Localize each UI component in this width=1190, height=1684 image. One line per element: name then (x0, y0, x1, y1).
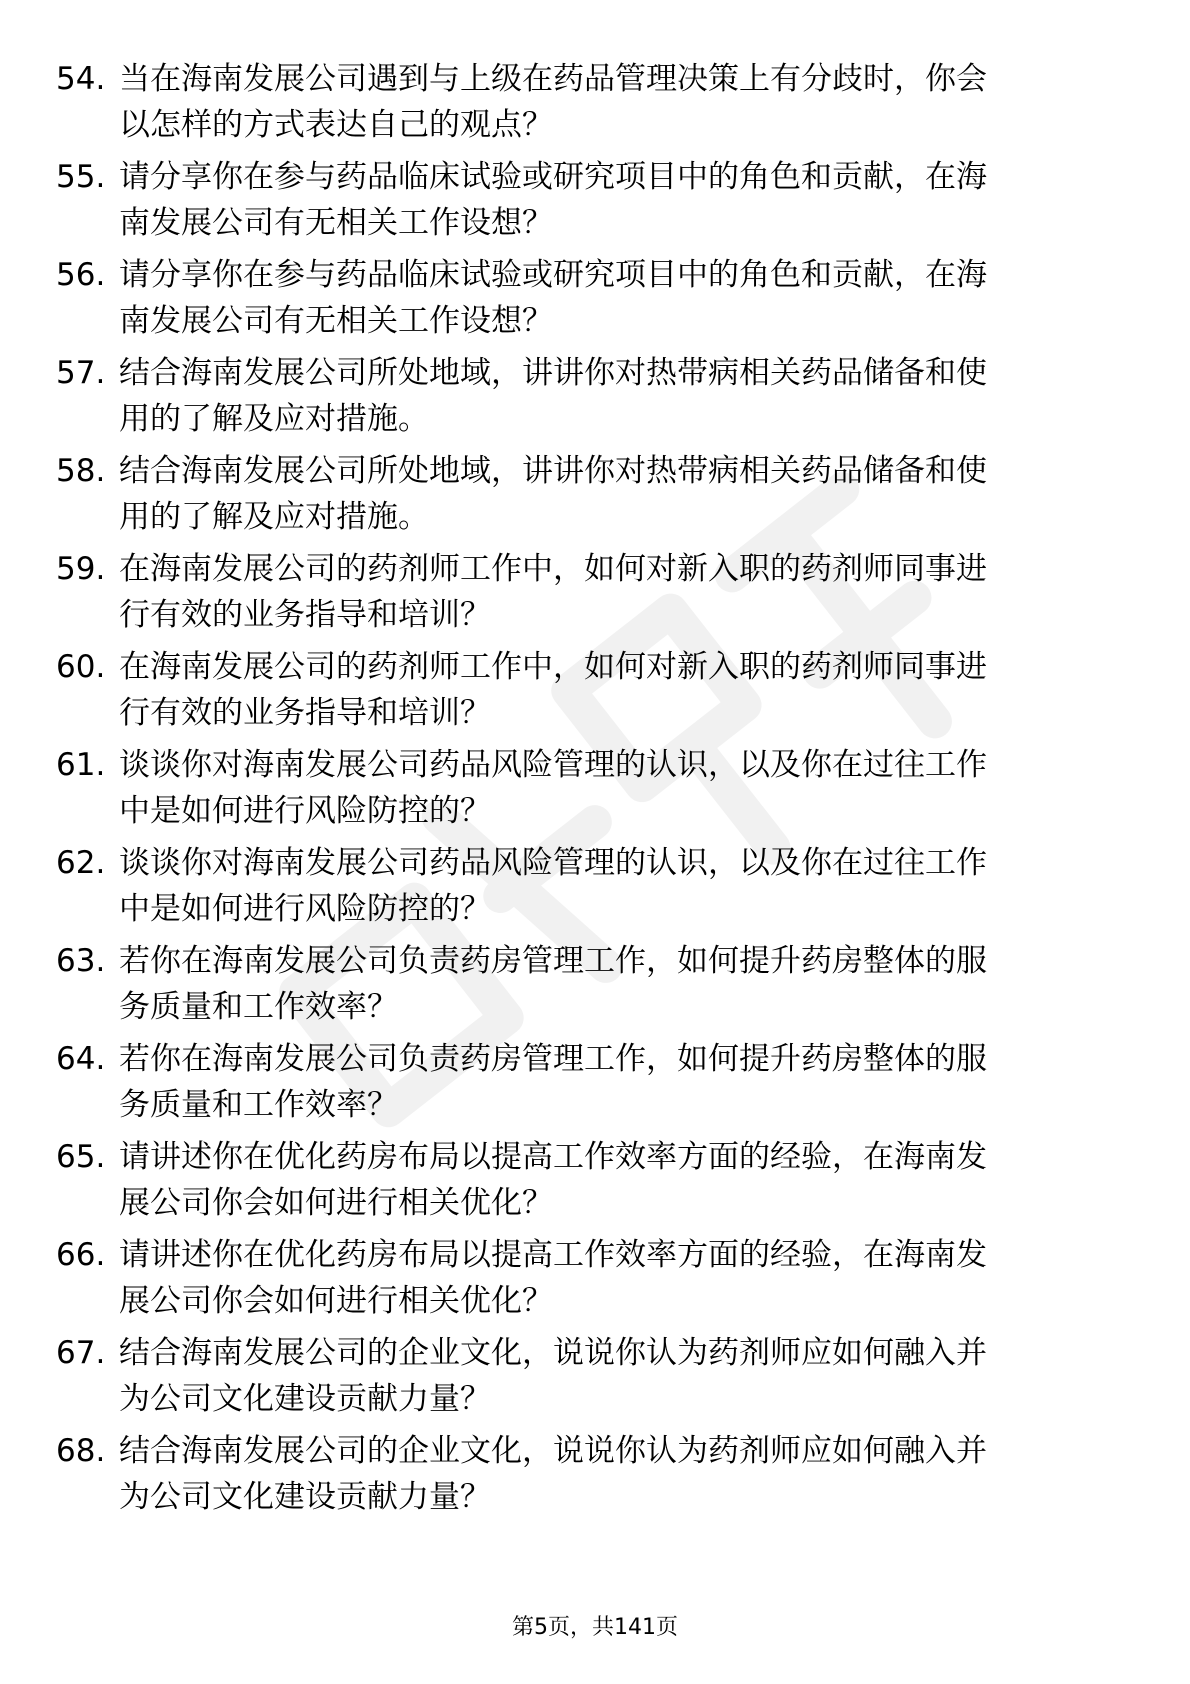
question-line: 在海南发展公司的药剂师工作中，如何对新入职的药剂师同事进 (119, 551, 987, 587)
question-item (0, 146, 1190, 244)
question-line: 请分享你在参与药品临床试验或研究项目中的角色和贡献，在海 (119, 257, 987, 293)
question-text (119, 1428, 1049, 1520)
question-line: 谈谈你对海南发展公司药品风险管理的认识，以及你在过往工作 (119, 747, 987, 783)
question-number: 58. (56, 453, 106, 489)
question-text (119, 350, 1049, 442)
question-number: 62. (56, 845, 106, 881)
question-line: 以怎样的方式表达自己的观点？ (119, 107, 553, 143)
question-item (0, 244, 1190, 342)
question-item (0, 832, 1190, 930)
question-line: 中是如何进行风险防控的？ (119, 891, 491, 927)
question-line: 结合海南发展公司所处地域，讲讲你对热带病相关药品储备和使 (119, 453, 987, 489)
question-line: 当在海南发展公司遇到与上级在药品管理决策上有分歧时，你会 (119, 61, 987, 97)
question-item (0, 1028, 1190, 1126)
question-line: 在海南发展公司的药剂师工作中，如何对新入职的药剂师同事进 (119, 649, 987, 685)
question-number: 56. (56, 257, 106, 293)
question-line: 为公司文化建设贡献力量？ (119, 1381, 491, 1417)
question-line: 结合海南发展公司的企业文化，说说你认为药剂师应如何融入并 (119, 1335, 987, 1371)
question-text (119, 546, 1049, 638)
question-number: 66. (56, 1237, 106, 1273)
question-number: 65. (56, 1139, 106, 1175)
question-number: 61. (56, 747, 106, 783)
question-item (0, 342, 1190, 440)
question-text (119, 1232, 1049, 1324)
question-line: 展公司你会如何进行相关优化？ (119, 1283, 553, 1319)
question-number: 67. (56, 1335, 106, 1371)
question-line: 务质量和工作效率？ (119, 989, 398, 1025)
question-text (119, 1330, 1049, 1422)
question-item (0, 734, 1190, 832)
question-line: 请分享你在参与药品临床试验或研究项目中的角色和贡献，在海 (119, 159, 987, 195)
question-number: 57. (56, 355, 106, 391)
question-line: 结合海南发展公司所处地域，讲讲你对热带病相关药品储备和使 (119, 355, 987, 391)
question-line: 为公司文化建设贡献力量？ (119, 1479, 491, 1515)
question-item (0, 930, 1190, 1028)
question-line: 务质量和工作效率？ (119, 1087, 398, 1123)
question-text (119, 154, 1049, 246)
question-number: 63. (56, 943, 106, 979)
question-item (0, 538, 1190, 636)
question-list (0, 48, 1190, 1518)
question-text (119, 938, 1049, 1030)
question-text (119, 1134, 1049, 1226)
question-line: 中是如何进行风险防控的？ (119, 793, 491, 829)
question-item (0, 440, 1190, 538)
question-item (0, 1420, 1190, 1518)
question-text (119, 1036, 1049, 1128)
page-footer: 第5页，共141页 (512, 1615, 678, 1640)
question-line: 南发展公司有无相关工作设想？ (119, 205, 553, 241)
question-line: 行有效的业务指导和培训？ (119, 597, 491, 633)
question-line: 行有效的业务指导和培训？ (119, 695, 491, 731)
question-item (0, 1322, 1190, 1420)
question-line: 南发展公司有无相关工作设想？ (119, 303, 553, 339)
question-text (119, 56, 1049, 148)
question-line: 谈谈你对海南发展公司药品风险管理的认识，以及你在过往工作 (119, 845, 987, 881)
question-number: 55. (56, 159, 106, 195)
question-text (119, 252, 1049, 344)
question-line: 若你在海南发展公司负责药房管理工作，如何提升药房整体的服 (119, 943, 987, 979)
question-item (0, 1224, 1190, 1322)
question-number: 59. (56, 551, 106, 587)
question-line: 用的了解及应对措施。 (119, 401, 429, 437)
question-line: 用的了解及应对措施。 (119, 499, 429, 535)
question-line: 若你在海南发展公司负责药房管理工作，如何提升药房整体的服 (119, 1041, 987, 1077)
question-item (0, 1126, 1190, 1224)
question-text (119, 840, 1049, 932)
question-line: 请讲述你在优化药房布局以提高工作效率方面的经验，在海南发 (119, 1139, 987, 1175)
question-item (0, 636, 1190, 734)
question-number: 68. (56, 1433, 106, 1469)
question-number: 64. (56, 1041, 106, 1077)
question-item (0, 48, 1190, 146)
question-text (119, 644, 1049, 736)
question-line: 结合海南发展公司的企业文化，说说你认为药剂师应如何融入并 (119, 1433, 987, 1469)
question-line: 展公司你会如何进行相关优化？ (119, 1185, 553, 1221)
question-number: 54. (56, 61, 106, 97)
question-line: 请讲述你在优化药房布局以提高工作效率方面的经验，在海南发 (119, 1237, 987, 1273)
question-text (119, 742, 1049, 834)
question-text (119, 448, 1049, 540)
question-number: 60. (56, 649, 106, 685)
